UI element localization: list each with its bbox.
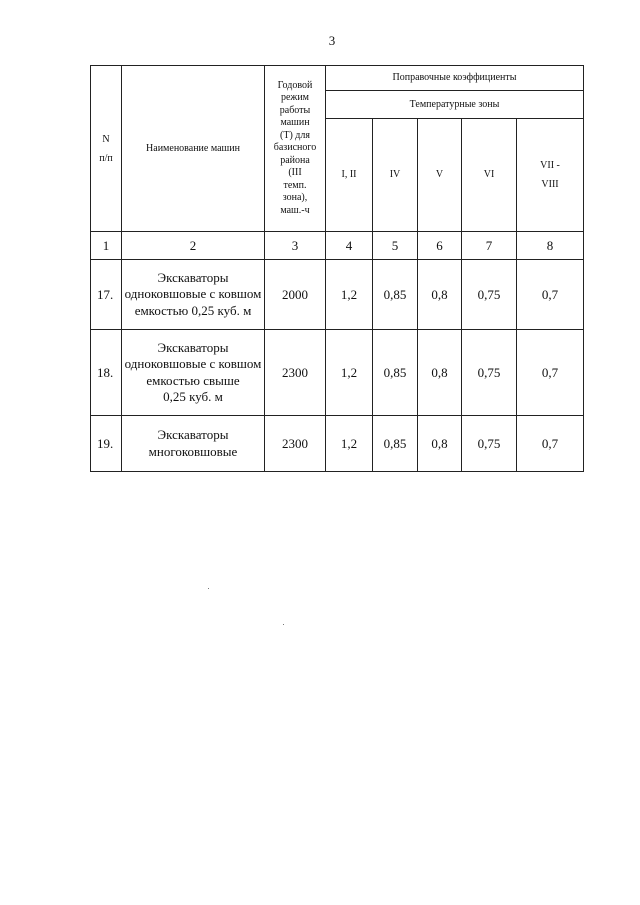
header-regime-line: базисного xyxy=(273,142,317,154)
machine-name-line: Экскаваторы xyxy=(157,340,229,355)
scan-speck xyxy=(208,588,209,589)
header-machine-name: Наименование машин xyxy=(122,66,265,232)
table-row xyxy=(91,260,584,330)
row-number: 18. xyxy=(91,330,122,416)
machine-name-line: одноковшовые с ковшом xyxy=(124,356,262,372)
table-row xyxy=(91,416,584,472)
coef-zone-vii-viii: 0,7 xyxy=(517,260,584,330)
header-zone-i-ii: I, II xyxy=(326,119,373,232)
header-regime-line: Годовой xyxy=(277,79,313,91)
coef-zone-i-ii: 1,2 xyxy=(326,330,373,416)
machine-name xyxy=(122,330,265,416)
coef-zone-v: 0,8 xyxy=(418,260,462,330)
machine-name-line: Экскаваторы xyxy=(157,270,229,286)
header-np-line-2: п/п xyxy=(99,152,113,164)
machine-name-line: емкостью 0,25 куб. м xyxy=(134,302,252,318)
header-correction-coefficients: Поправочные коэффициенты xyxy=(326,66,584,91)
column-number: 3 xyxy=(265,232,326,260)
coef-zone-v: 0,8 xyxy=(418,330,462,416)
column-number: 6 xyxy=(418,232,462,260)
annual-regime-value: 2300 xyxy=(265,330,326,416)
header-regime-line: (Т) для xyxy=(280,129,310,141)
column-number: 5 xyxy=(373,232,418,260)
column-number: 4 xyxy=(326,232,373,260)
header-regime-line: маш.-ч xyxy=(280,204,310,216)
annual-regime-value: 2300 xyxy=(265,416,326,472)
annual-regime-value: 2000 xyxy=(265,260,326,330)
header-zone-vii-viii xyxy=(517,119,584,232)
header-regime-line: зона), xyxy=(282,192,308,204)
row-number: 17. xyxy=(91,260,122,330)
scan-speck xyxy=(283,624,284,625)
header-regime-line: режим xyxy=(280,92,310,104)
column-number: 1 xyxy=(91,232,122,260)
header-zone-vii-line: VII - xyxy=(540,160,560,171)
machine-name xyxy=(122,416,265,472)
machine-name xyxy=(122,260,265,330)
machine-name-line: одноковшовые с ковшом xyxy=(124,286,262,302)
machine-name-line: емкостью свыше xyxy=(146,372,240,388)
machine-name-line: многоковшовые xyxy=(148,443,238,459)
coef-zone-iv: 0,85 xyxy=(373,260,418,330)
header-temperature-zones: Температурные зоны xyxy=(326,91,584,119)
coef-zone-vii-viii: 0,7 xyxy=(517,416,584,472)
coef-zone-v: 0,8 xyxy=(418,416,462,472)
machine-name-line: 0,25 куб. м xyxy=(163,388,223,404)
header-regime-line: района xyxy=(280,154,310,166)
header-zone-iv: IV xyxy=(373,119,418,232)
coef-zone-iv: 0,85 xyxy=(373,330,418,416)
coef-zone-i-ii: 1,2 xyxy=(326,416,373,472)
coef-zone-iv: 0,85 xyxy=(373,416,418,472)
coefficients-table xyxy=(90,65,584,472)
row-number: 19. xyxy=(91,416,122,472)
header-regime-line: темп. xyxy=(283,179,307,191)
header-zone-v: V xyxy=(418,119,462,232)
column-number: 7 xyxy=(462,232,517,260)
header-np-line-1: N xyxy=(102,133,110,145)
header-annual-regime xyxy=(265,66,326,232)
column-number: 8 xyxy=(517,232,584,260)
coef-zone-vii-viii: 0,7 xyxy=(517,330,584,416)
column-number: 2 xyxy=(122,232,265,260)
header-np xyxy=(91,66,122,232)
coef-zone-i-ii: 1,2 xyxy=(326,260,373,330)
coef-zone-vi: 0,75 xyxy=(462,330,517,416)
machine-name-line: Экскаваторы xyxy=(157,427,229,443)
table-row xyxy=(91,330,584,416)
header-regime-line: машин xyxy=(280,117,310,129)
header-regime-line: (III xyxy=(288,167,302,179)
header-zone-viii-line: VIII xyxy=(541,179,559,190)
coef-zone-vi: 0,75 xyxy=(462,260,517,330)
page-number: 3 xyxy=(328,33,336,48)
coef-zone-vi: 0,75 xyxy=(462,416,517,472)
header-zone-vi: VI xyxy=(462,119,517,232)
header-regime-line: работы xyxy=(279,104,311,116)
